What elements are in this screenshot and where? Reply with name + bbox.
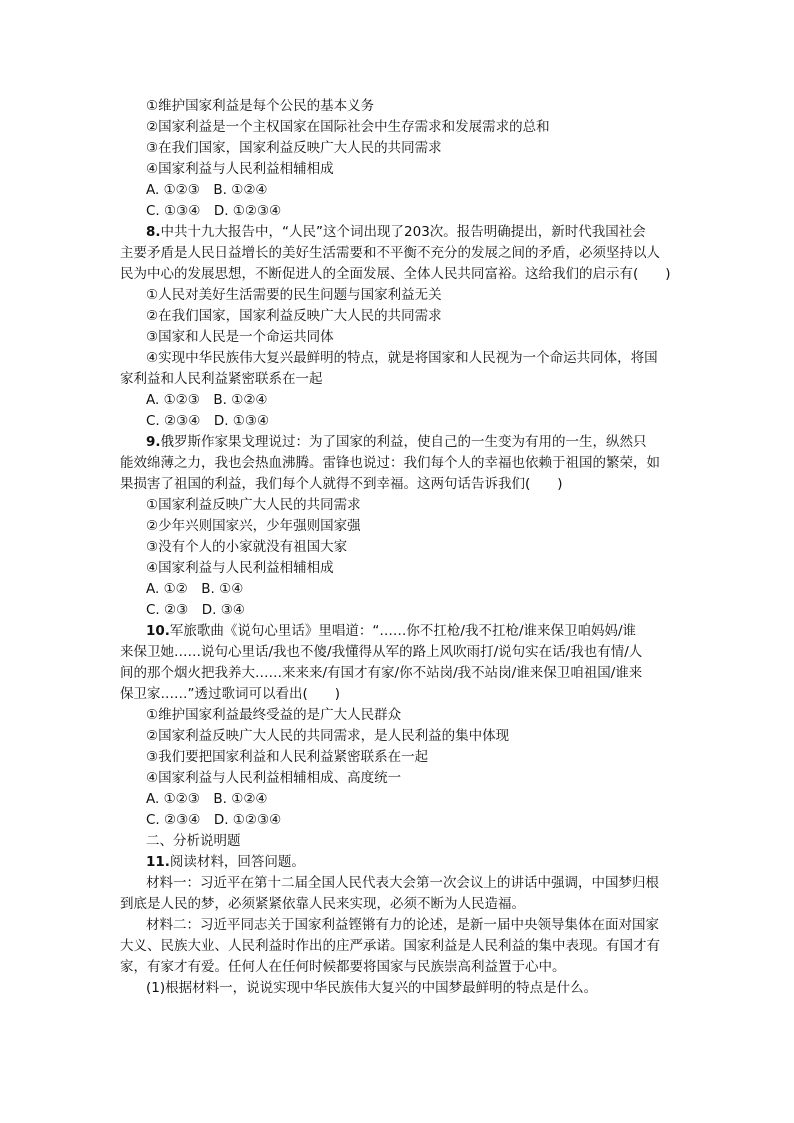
text-line: C. ②③ D. ③④ — [146, 602, 245, 618]
question-number: 10. — [146, 623, 170, 639]
text-line: ③没有个人的小家就没有祖国大家 — [146, 539, 348, 555]
text-line: A. ①②③ B. ①②④ — [146, 791, 268, 807]
text-line: ③我们要把国家利益和人民利益紧密联系在一起 — [146, 749, 429, 765]
text-line: ①国家利益反映广大人民的共同需求 — [146, 497, 361, 513]
text-line: ④实现中华民族伟大复兴最鲜明的特点，就是将国家和人民视为一个命运共同体，将国 — [146, 350, 658, 366]
question-number: 8. — [146, 224, 161, 240]
text-line: ①维护国家利益最终受益的是广大人民群众 — [146, 707, 402, 723]
text-line: ③国家和人民是一个命运共同体 — [146, 329, 334, 345]
text-line: 果损害了祖国的利益，我们每个人就得不到幸福。这两句话告诉我们( ) — [120, 476, 563, 492]
text-line: C. ①③④ D. ①②③④ — [146, 203, 282, 219]
text-line: A. ①②③ B. ①②④ — [146, 182, 268, 198]
text-line: 间的那个烟火把我养大……来来来/有国才有家/你不站岗/我不站岗/谁来保卫咱祖国/谁来 — [120, 665, 643, 681]
section-heading: 二、分析说明题 — [146, 833, 241, 849]
question-number: 11. — [146, 854, 170, 870]
text-line: ①维护国家利益是每个公民的基本义务 — [146, 98, 375, 114]
text-line: ③在我们国家，国家利益反映广大人民的共同需求 — [146, 140, 442, 156]
text-line: ④国家利益与人民利益相辅相成 — [146, 161, 334, 177]
text-line: 到底是人民的梦，必须紧紧依靠人民来实现，必须不断为人民造福。 — [120, 896, 525, 912]
text-line: 来保卫她……说句心里话/我也不傻/我懂得从军的路上风吹雨打/说句实在话/我也有情/人 — [120, 644, 643, 660]
text-line: 能效绵薄之力，我也会热血沸腾。雷锋也说过：我们每个人的幸福也依赖于祖国的繁荣，如 — [120, 455, 660, 471]
question-9: 9.俄罗斯作家果戈理说过：为了国家的利益，使自己的一生变为有用的一生，纵然只 — [146, 434, 647, 450]
text-line: ②国家利益反映广大人民的共同需求，是人民利益的集中体现 — [146, 728, 510, 744]
text-line: ④国家利益与人民利益相辅相成、高度统一 — [146, 770, 402, 786]
text-line: C. ②③④ D. ①②③④ — [146, 812, 282, 828]
text-line: A. ①② B. ①④ — [146, 581, 244, 597]
text-line: 主要矛盾是人民日益增长的美好生活需要和不平衡不充分的发展之间的矛盾，必须坚持以人 — [120, 245, 660, 261]
text-line: 民为中心的发展思想，不断促进人的全面发展、全体人民共同富裕。这给我们的启示有( ) — [120, 266, 671, 282]
text-line: (1)根据材料一，说说实现中华民族伟大复兴的中国梦最鲜明的特点是什么。 — [146, 980, 598, 996]
question-10: 10.军旅歌曲《说句心里话》里唱道：“……你不扛枪/我不扛枪/谁来保卫咱妈妈/谁 — [146, 623, 637, 639]
text-line: C. ②③④ D. ①③④ — [146, 413, 270, 429]
text-line: ①人民对美好生活需要的民生问题与国家利益无关 — [146, 287, 442, 303]
text-line: 材料一：习近平在第十二届全国人民代表大会第一次会议上的讲话中强调，中国梦归根 — [146, 875, 659, 891]
text-line: ②少年兴则国家兴，少年强则国家强 — [146, 518, 361, 534]
text-line: 家利益和人民利益紧密联系在一起 — [120, 371, 323, 387]
question-8: 8.中共十九大报告中，“人民”这个词出现了203次。报告明确提出，新时代我国社会 — [146, 224, 646, 240]
text-line: 大义、民族大业、人民利益时作出的庄严承诺。国家利益是人民利益的集中表现。有国才有 — [120, 938, 660, 954]
text-line: 材料二：习近平同志关于国家利益铿锵有力的论述，是新一届中央领导集体在面对国家 — [146, 917, 659, 933]
text-line: ②在我们国家，国家利益反映广大人民的共同需求 — [146, 308, 442, 324]
text-line: 家，有家才有爱。任何人在任何时候都要将国家与民族崇高利益置于心中。 — [120, 959, 566, 975]
text-line: 保卫家……”透过歌词可以看出( ) — [120, 686, 341, 702]
question-11: 11.阅读材料，回答问题。 — [146, 854, 305, 870]
question-number: 9. — [146, 434, 161, 450]
text-line: ②国家利益是一个主权国家在国际社会中生存需求和发展需求的总和 — [146, 119, 550, 135]
text-line: A. ①②③ B. ①②④ — [146, 392, 268, 408]
text-line: ④国家利益与人民利益相辅相成 — [146, 560, 334, 576]
